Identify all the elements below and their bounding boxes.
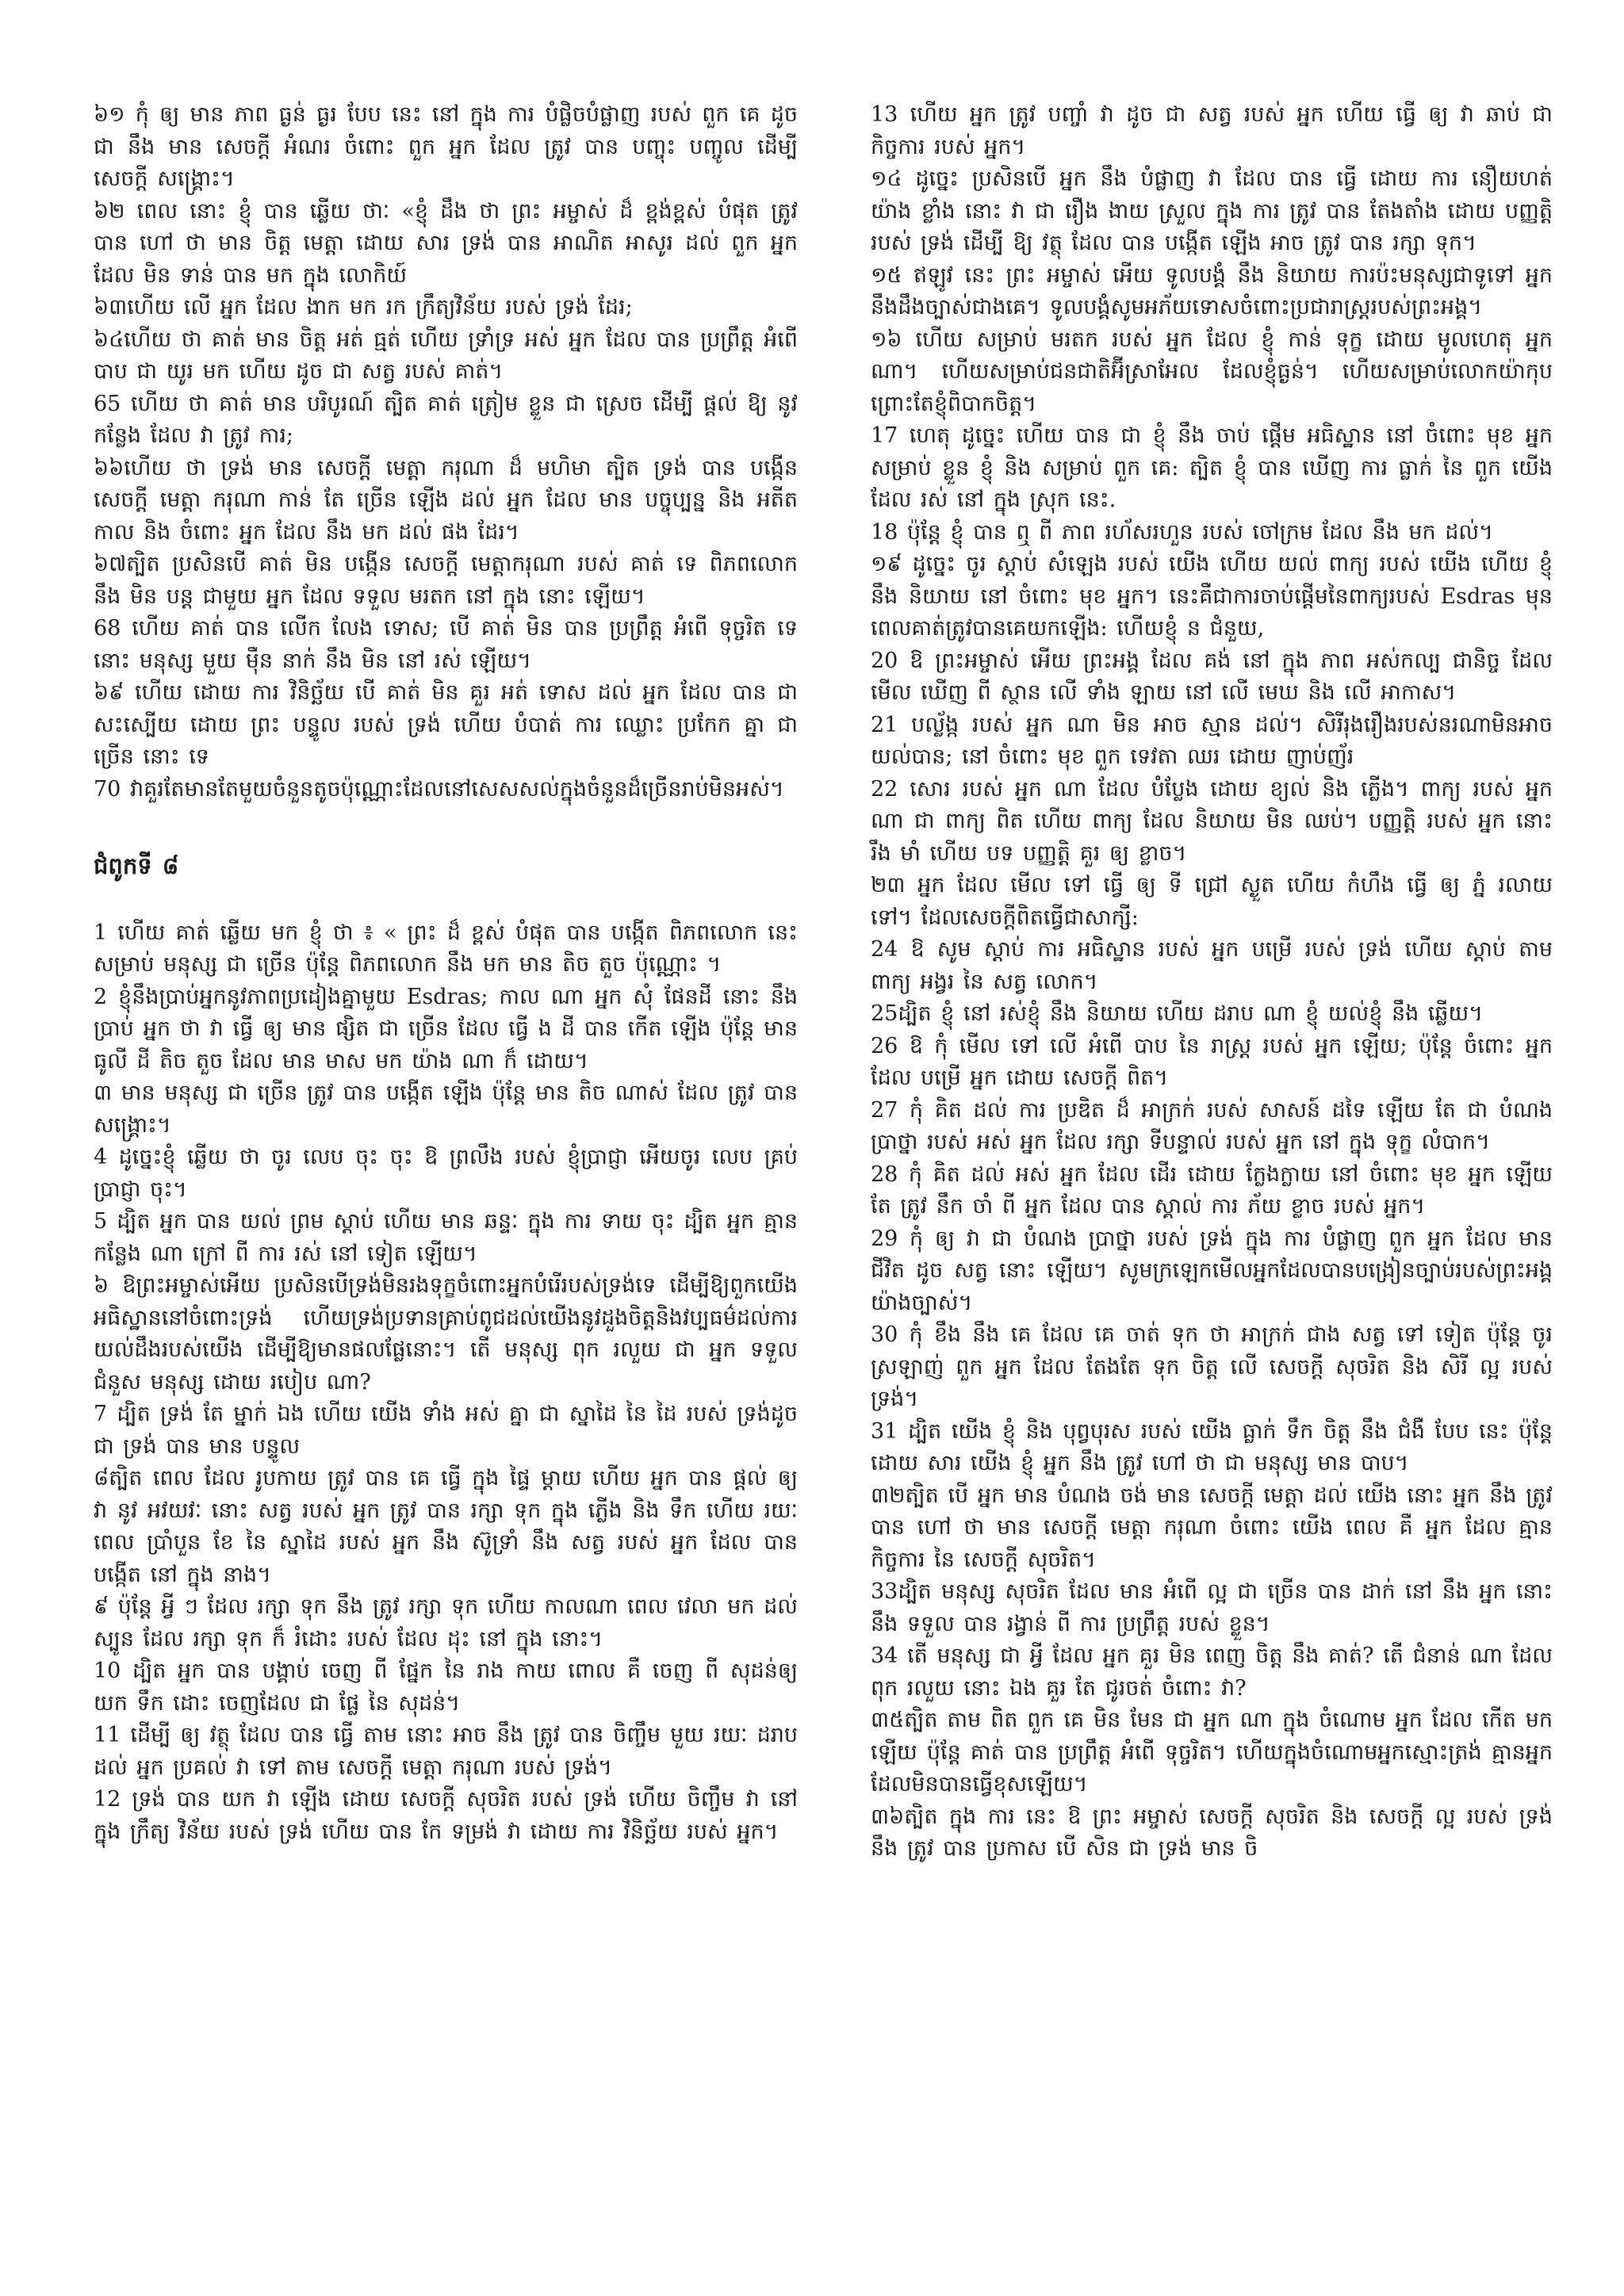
verse: ៩ ប៉ុន្តែ អ្វី ៗ ដែល រក្សា ទុក នឹង ត្រូវ រក្សា ទុក ហើយ កាលណា ពេល វេលា មក ដល់ ស្បូន ដែល រក្សា ទុក ក៏ រំដោះ របស់ ដែល ដុះ នៅ ក្នុង នោះ។	[94, 1594, 798, 1651]
verse: 65 ហើយ ថា គាត់ មាន បរិបូរណ៍ ត្បិត គាត់ ត្រៀម ខ្លួន ជា ស្រេច ដើម្បី ផ្ដល់ ឱ្យ នូវ កន្លែង ដែល វា ត្រូវ ការ;	[94, 391, 798, 448]
verse: ៦៩ ហើយ ដោយ ការ វិនិច្ឆ័យ បើ គាត់ មិន គួរ អត់ ទោស ដល់ អ្នក ដែល បាន ជា សះស្បើយ ដោយ ព្រះ បន្ទូល របស់ ទ្រង់ ហើយ បំបាត់ ការ ឈ្លោះ ប្រកែក គ្នា ជា ច្រើន នោះ ទេ	[94, 680, 798, 769]
verse: 24 ឱ សូម ស្ដាប់ ការ អធិស្ឋាន របស់ អ្នក បម្រើ របស់ ទ្រង់ ហើយ ស្ដាប់ តាម ពាក្យ អង្វរ នៃ សត្វ លោក។	[871, 937, 1553, 994]
verse: ៦២ ពេល នោះ ខ្ញុំ បាន ឆ្លើយ ថាៈ «ខ្ញុំ ដឹង ថា ព្រះ អម្ចាស់ ដ៏ ខ្ពង់ខ្ពស់ បំផុត ត្រូវ បាន ហៅ ថា មាន ចិត្ត មេត្តា ដោយ សារ ទ្រង់ បាន អាណិត អាសូរ ដល់ ពួក អ្នក ដែល មិន ទាន់ បាន មក ក្នុង លោកិយ៍	[94, 198, 798, 288]
verse: 25ដ្បិត ខ្ញុំ នៅ រស់ខ្ញុំ នឹង និយាយ ហើយ ដរាប ណា ខ្ញុំ យល់ខ្ញុំ នឹង ឆ្លើយ។	[871, 1001, 1484, 1026]
verse: 26 ឱ កុំ មើល ទៅ លើ អំពើ បាប នៃ រាស្ត្រ របស់ អ្នក ឡើយ; ប៉ុន្តែ ចំពោះ អ្នក ដែល បម្រើ អ្នក ដោយ សេចក្ដី ពិត។	[871, 1033, 1553, 1090]
verse: ១៤ ដូច្នេះ ប្រសិនបើ អ្នក នឹង បំផ្លាញ វា ដែល បាន ធ្វើ ដោយ ការ នឿយហត់ យ៉ាង ខ្លាំង នោះ វា ជា រឿង ងាយ ស្រួល ក្នុង ការ ត្រូវ បាន តែងតាំង ដោយ បញ្ញត្តិ របស់ ទ្រង់ ដើម្បី ឱ្យ វត្ថុ ដែល បាន បង្កើត ឡើង អាច ត្រូវ បាន រក្សា ទុក។	[871, 166, 1553, 255]
verse: ៦៦ហើយ ថា ទ្រង់ មាន សេចក្ដី មេត្តា ករុណា ដ៏ មហិមា ត្បិត ទ្រង់ បាន បង្កើន សេចក្ដី មេត្តា ករុណា កាន់ តែ ច្រើន ឡើង ដល់ អ្នក ដែល មាន បច្ចុប្បន្ន និង អតីតកាល និង ចំពោះ អ្នក ដែល នឹង មក ដល់ ផង ដែរ។	[94, 455, 798, 545]
verses-after-heading	[94, 917, 798, 1849]
verse: 33ដ្បិត មនុស្ស សុចរិត ដែល មាន អំពើ ល្អ ជា ច្រើន បាន ដាក់ នៅ នឹង អ្នក នោះ នឹង ទទួល បាន រង្វាន់ ពី ការ ប្រព្រឹត្ត របស់ ខ្លួន។	[871, 1579, 1553, 1636]
verse: ១៥ ឥឡូវ នេះ ព្រះ អម្ចាស់ អើយ ទូលបង្គំ នឹង និយាយ ការប៉ះមនុស្សជាទូទៅ អ្នកនឹងដឹងច្បាស់ជាងគេ។ ទូលបង្គំសូមអភ័យទោសចំពោះប្រជារាស្ត្ររបស់ព្រះអង្គ។	[871, 262, 1553, 320]
verse: 17 ហេតុ ដូច្នេះ ហើយ បាន ជា ខ្ញុំ នឹង ចាប់ ផ្ដើម អធិស្ឋាន នៅ ចំពោះ មុខ អ្នក សម្រាប់ ខ្លួន ខ្ញុំ និង សម្រាប់ ពួក គេ: ត្បិត ខ្ញុំ បាន ឃើញ ការ ធ្លាក់ នៃ ពួក យើង ដែល រស់ នៅ ក្នុង ស្រុក នេះ.	[871, 423, 1553, 512]
verse: 68 ហើយ គាត់ បាន លើក លែង ទោស; បើ គាត់ មិន បាន ប្រព្រឹត្ត អំពើ ទុច្ចរិត ទេ នោះ មនុស្ស មួយ ម៉ឺន នាក់ នឹង មិន នៅ រស់ ឡើយ។	[94, 616, 798, 673]
verses-before-heading	[94, 99, 798, 806]
verse: ១៦ ហើយ សម្រាប់ មរតក របស់ អ្នក ដែល ខ្ញុំ កាន់ ទុក្ខ ដោយ មូលហេតុ អ្នក ណា។ ហើយសម្រាប់ជនជាតិអ៊ីស្រាអែល ដែលខ្ញុំធ្ងន់។ ហើយសម្រាប់លោកយ៉ាកុប ព្រោះតែខ្ញុំពិបាកចិត្ត។	[871, 327, 1553, 416]
verse: 4 ដូច្នេះខ្ញុំ ឆ្លើយ ថា ចូរ លេប ចុះ ចុះ ឱ ព្រលឹង របស់ ខ្ញុំប្រាជ្ញា អើយចូរ លេប គ្រប់ប្រាជ្ញា ចុះ។	[94, 1145, 798, 1202]
verse: ១៩ ដូច្នេះ ចូរ ស្ដាប់ សំឡេង របស់ យើង ហើយ យល់ ពាក្យ របស់ យើង ហើយ ខ្ញុំ នឹង និយាយ នៅ ចំពោះ មុខ អ្នក។ នេះគឺជាការចាប់ផ្ដើមនៃពាក្យរបស់ Esdras មុនពេលគាត់ត្រូវបានគេយកឡើង: ហើយខ្ញុំ ន ជំនួយ,	[871, 552, 1553, 641]
verse: ៦១ កុំ ឲ្យ មាន ភាព ធ្ងន់ ធ្ងរ បែប នេះ នៅ ក្នុង ការ បំផ្លិចបំផ្លាញ របស់ ពួក គេ ដូច ជា នឹង មាន សេចក្ដី អំណរ ចំពោះ ពួក អ្នក ដែល ត្រូវ បាន បញ្ចុះ បញ្ចូល ដើម្បី សេចក្ដី សង្គ្រោះ។	[94, 102, 798, 191]
chapter-heading: ជំពូកទី ៨	[94, 852, 179, 879]
verse: ៦៤ហើយ ថា គាត់ មាន ចិត្ត អត់ ធ្មត់ ហើយ ទ្រាំទ្រ អស់ អ្នក ដែល បាន ប្រព្រឹត្ត អំពើ បាប ជា យូរ មក ហើយ ដូច ជា សត្វ របស់ គាត់។	[94, 327, 798, 384]
verse: ៦៣ហើយ លើ អ្នក ដែល ងាក មក រក ក្រឹត្យវិន័យ របស់ ទ្រង់ ដែរ;	[94, 295, 633, 320]
verse: 12 ទ្រង់ បាន យក វា ឡើង ដោយ សេចក្ដី សុចរិត របស់ ទ្រង់ ហើយ ចិញ្ចឹម វា នៅ ក្នុង ក្រឹត្យ វិន័យ របស់ ទ្រង់ ហើយ បាន កែ ទម្រង់ វា ដោយ ការ វិនិច្ឆ័យ របស់ អ្នក។	[94, 1787, 798, 1844]
right-verses	[871, 99, 1553, 1866]
left-column	[94, 99, 798, 2248]
verse: 1 ហើយ គាត់ ឆ្លើយ មក ខ្ញុំ ថា ៖ « ព្រះ ដ៏ ខ្ពស់ បំផុត បាន បង្កើត ពិភពលោក នេះ សម្រាប់ មនុស្ស ជា ច្រើន ប៉ុន្តែ ពិភពលោក នឹង មក មាន តិច តួច ប៉ុណ្ណោះ ។	[94, 920, 798, 977]
verse: ៨ត្បិត ពេល ដែល រូបកាយ ត្រូវ បាន គេ ធ្វើ ក្នុង ផ្ទៃ ម្ដាយ ហើយ អ្នក បាន ផ្ដល់ ឲ្យ វា នូវ អវយវៈ នោះ សត្វ របស់ អ្នក ត្រូវ បាន រក្សា ទុក ក្នុង ភ្លើង និង ទឹក ហើយ រយៈពេល ប្រាំបួន ខែ នៃ ស្នាដៃ របស់ អ្នក នឹង ស៊ូទ្រាំ នឹង សត្វ របស់ អ្នក ដែល បាន បង្កើត នៅ ក្នុង នាង។	[94, 1466, 798, 1587]
verse: 7 ដ្បិត ទ្រង់ តែ ម្នាក់ ឯង ហើយ យើង ទាំង អស់ គ្នា ជា ស្នាដៃ នៃ ដៃ របស់ ទ្រង់ដូច ជា ទ្រង់ បាន មាន បន្ទូល	[94, 1402, 798, 1459]
verse: 30 កុំ ខឹង នឹង គេ ដែល គេ ចាត់ ទុក ថា អាក្រក់ ជាង សត្វ ទៅ ទៀត ប៉ុន្តែ ចូរ ស្រឡាញ់ ពួក អ្នក ដែល តែងតែ ទុក ចិត្ត លើ សេចក្ដី សុចរិត និង សិរី ល្អ របស់ ទ្រង់។	[871, 1322, 1553, 1411]
verse: ៦ ឱព្រះអម្ចាស់អើយ ប្រសិនបើទ្រង់មិនរងទុក្ខចំពោះអ្នកបំរើរបស់ទ្រង់ទេ ដើម្បីឱ្យពួកយើងអធិស្ឋាននៅចំពោះទ្រង់ ហើយទ្រង់ប្រទានគ្រាប់ពូជដល់យើងនូវដួងចិត្តនិងវប្បធម៌ដល់ការយល់ដឹងរបស់យើង ដើម្បីឱ្យមានផលផ្លែនោះ។ តើ មនុស្ស ពុក រលួយ ជា អ្នក ទទួល ជំនួស មនុស្ស ដោយ របៀប ណា?	[94, 1273, 798, 1395]
verse: 27 កុំ គិត ដល់ ការ ប្រឌិត ដ៏ អាក្រក់ របស់ សាសន៍ ដទៃ ឡើយ តែ ជា បំណង ប្រាថ្នា របស់ អស់ អ្នក ដែល រក្សា ទីបន្ទាល់ របស់ អ្នក នៅ ក្នុង ទុក្ខ លំបាក។	[871, 1097, 1553, 1154]
verse: ៦៧ត្បិត ប្រសិនបើ គាត់ មិន បង្កើន សេចក្ដី មេត្តាករុណា របស់ គាត់ ទេ ពិភពលោក នឹង មិន បន្ត ជាមួយ អ្នក ដែល ទទួល មរតក នៅ ក្នុង នោះ ឡើយ។	[94, 552, 798, 609]
verse: 28 កុំ គិត ដល់ អស់ អ្នក ដែល ដើរ ដោយ ក្លែងក្លាយ នៅ ចំពោះ មុខ អ្នក ឡើយ តែ ត្រូវ នឹក ចាំ ពី អ្នក ដែល បាន ស្គាល់ ការ ភ័យ ខ្លាច របស់ អ្នក។	[871, 1161, 1553, 1219]
verse: ៣ មាន មនុស្ស ជា ច្រើន ត្រូវ បាន បង្កើត ឡើង ប៉ុន្តែ មាន តិច ណាស់ ដែល ត្រូវ បាន សង្គ្រោះ។	[94, 1081, 798, 1138]
verse: 13 ហើយ អ្នក ត្រូវ បញ្ចាំ វា ដូច ជា សត្វ របស់ អ្នក ហើយ ធ្វើ ឲ្យ វា ឆាប់ ជា កិច្ចការ របស់ អ្នក។	[871, 102, 1553, 159]
verse: ៣២ត្បិត បើ អ្នក មាន បំណង ចង់ មាន សេចក្ដី មេត្តា ដល់ យើង នោះ អ្នក នឹង ត្រូវ បាន ហៅ ថា មាន សេចក្ដី មេត្តា ករុណា ចំពោះ យើង ពេល គឺ អ្នក ដែល គ្មាន កិច្ចការ នៃ សេចក្ដី សុចរិត។	[871, 1483, 1553, 1572]
verse: ២៣ អ្នក ដែល មើល ទៅ ធ្វើ ឲ្យ ទី ជ្រៅ ស្ងួត ហើយ កំហឹង ធ្វើ ឲ្យ ភ្នំ រលាយ ទៅ។ ដែលសេចក្ដីពិតធ្វើជាសាក្សី:	[871, 873, 1553, 930]
verse: 20 ឱ ព្រះអម្ចាស់ អើយ ព្រះអង្គ ដែល គង់ នៅ ក្នុង ភាព អស់កល្ប ជានិច្ច ដែល មើល ឃើញ ពី ស្ថាន លើ ទាំង ឡាយ នៅ លើ មេឃ និង លើ អាកាស។	[871, 648, 1553, 705]
verse: 5 ដ្បិត អ្នក បាន យល់ ព្រម ស្ដាប់ ហើយ មាន ឆន្ទៈ ក្នុង ការ ទាយ ចុះ ដ្បិត អ្នក គ្មាន កន្លែង ណា ក្រៅ ពី ការ រស់ នៅ ទៀត ឡើយ។	[94, 1209, 798, 1266]
right-column	[871, 99, 1553, 2248]
verse: 18 ប៉ុន្តែ ខ្ញុំ បាន ឮ ពី ភាព រហ័សរហួន របស់ ចៅក្រម ដែល នឹង មក ដល់។	[871, 519, 1493, 545]
verse: 22 សោរ របស់ អ្នក ណា ដែល បំប្លែង ដោយ ខ្យល់ និង ភ្លើង។ ពាក្យ របស់ អ្នក ណា ជា ពាក្យ ពិត ហើយ ពាក្យ ដែល និយាយ មិន ឈប់។ បញ្ញត្តិ របស់ អ្នក នោះ រឹង មាំ ហើយ បទ បញ្ញត្តិ គួរ ឲ្យ ខ្លាច។	[871, 776, 1553, 866]
verse: 34 តើ មនុស្ស ជា អ្វី ដែល អ្នក គួរ មិន ពេញ ចិត្ត នឹង គាត់? តើ ជំនាន់ ណា ដែល ពុក រលួយ នោះ ឯង គួរ តែ ជូរចត់ ចំពោះ វា?	[871, 1644, 1553, 1701]
verse: 2 ខ្ញុំនឹងប្រាប់អ្នកនូវភាពប្រដៀងគ្នាមួយ Esdras; កាល ណា អ្នក សុំ ផែនដី នោះ នឹង ប្រាប់ អ្នក ថា វា ធ្វើ ឲ្យ មាន ផ្សិត ជា ច្រើន ដែល ធ្វើ ង ដី បាន កើត ឡើង ប៉ុន្តែ មាន ធូលី ដី តិច តួច ដែល មាន មាស មក យ៉ាង ណា ក៏ ដោយ។	[94, 984, 798, 1073]
verse: ៣៦ត្បិត ក្នុង ការ នេះ ឱ ព្រះ អម្ចាស់ សេចក្ដី សុចរិត និង សេចក្ដី ល្អ របស់ ទ្រង់ នឹង ត្រូវ បាន ប្រកាស បើ សិន ជា ទ្រង់ មាន ចិ	[871, 1804, 1553, 1861]
verse: 21 បល្ល័ង្ក របស់ អ្នក ណា មិន អាច ស្មាន ដល់។ សិរីរុងរឿងរបស់នរណាមិនអាចយល់បាន; នៅ ចំពោះ មុខ ពួក ទេវតា ឈរ ដោយ ញាប់ញ័រ	[871, 712, 1553, 769]
verse: 11 ដើម្បី ឲ្យ វត្ថុ ដែល បាន ធ្វើ តាម នោះ អាច នឹង ត្រូវ បាន ចិញ្ចឹម មួយ រយៈ ដរាប ដល់ អ្នក ប្រគល់ វា ទៅ តាម សេចក្ដី មេត្តា ករុណា របស់ ទ្រង់។	[94, 1723, 798, 1780]
verse: 29 កុំ ឲ្យ វា ជា បំណង ប្រាថ្នា របស់ ទ្រង់ ក្នុង ការ បំផ្លាញ ពួក អ្នក ដែល មាន ជីវិត ដូច សត្វ នោះ ឡើយ។ សូមក្រឡេកមើលអ្នកដែលបានបង្រៀនច្បាប់របស់ព្រះអង្គយ៉ាងច្បាស់។	[871, 1226, 1553, 1315]
verse: 10 ដ្បិត អ្នក បាន បង្គាប់ ចេញ ពី ផ្នែក នៃ រាង កាយ ពោល គឺ ចេញ ពី សុដន់ឲ្យ យក ទឹក ដោះ ចេញដែល ជា ផ្លែ នៃ សុដន់។	[94, 1659, 798, 1716]
verse: ៣៥ត្បិត តាម ពិត ពួក គេ មិន មែន ជា អ្នក ណា ក្នុង ចំណោម អ្នក ដែល កើត មក ឡើយ ប៉ុន្តែ គាត់ បាន ប្រព្រឹត្ត អំពើ ទុច្ចរិត។ ហើយក្នុងចំណោមអ្នកស្មោះត្រង់ គ្មានអ្នកដែលមិនបានធ្វើខុសឡើយ។	[871, 1708, 1553, 1797]
verse: 31 ដ្បិត យើង ខ្ញុំ និង បុព្វបុរស របស់ យើង ធ្លាក់ ទឹក ចិត្ត នឹង ជំងឺ បែប នេះ ប៉ុន្តែ ដោយ សារ យើង ខ្ញុំ អ្នក នឹង ត្រូវ ហៅ ថា ជា មនុស្ស មាន បាប។	[871, 1418, 1553, 1475]
verse: 70 វាគួរតែមានតែមួយចំនួនតូចប៉ុណ្ណោះដែលនៅសេសសល់ក្នុងចំនួនដ៏ច្រើនរាប់មិនអស់។	[94, 776, 784, 802]
